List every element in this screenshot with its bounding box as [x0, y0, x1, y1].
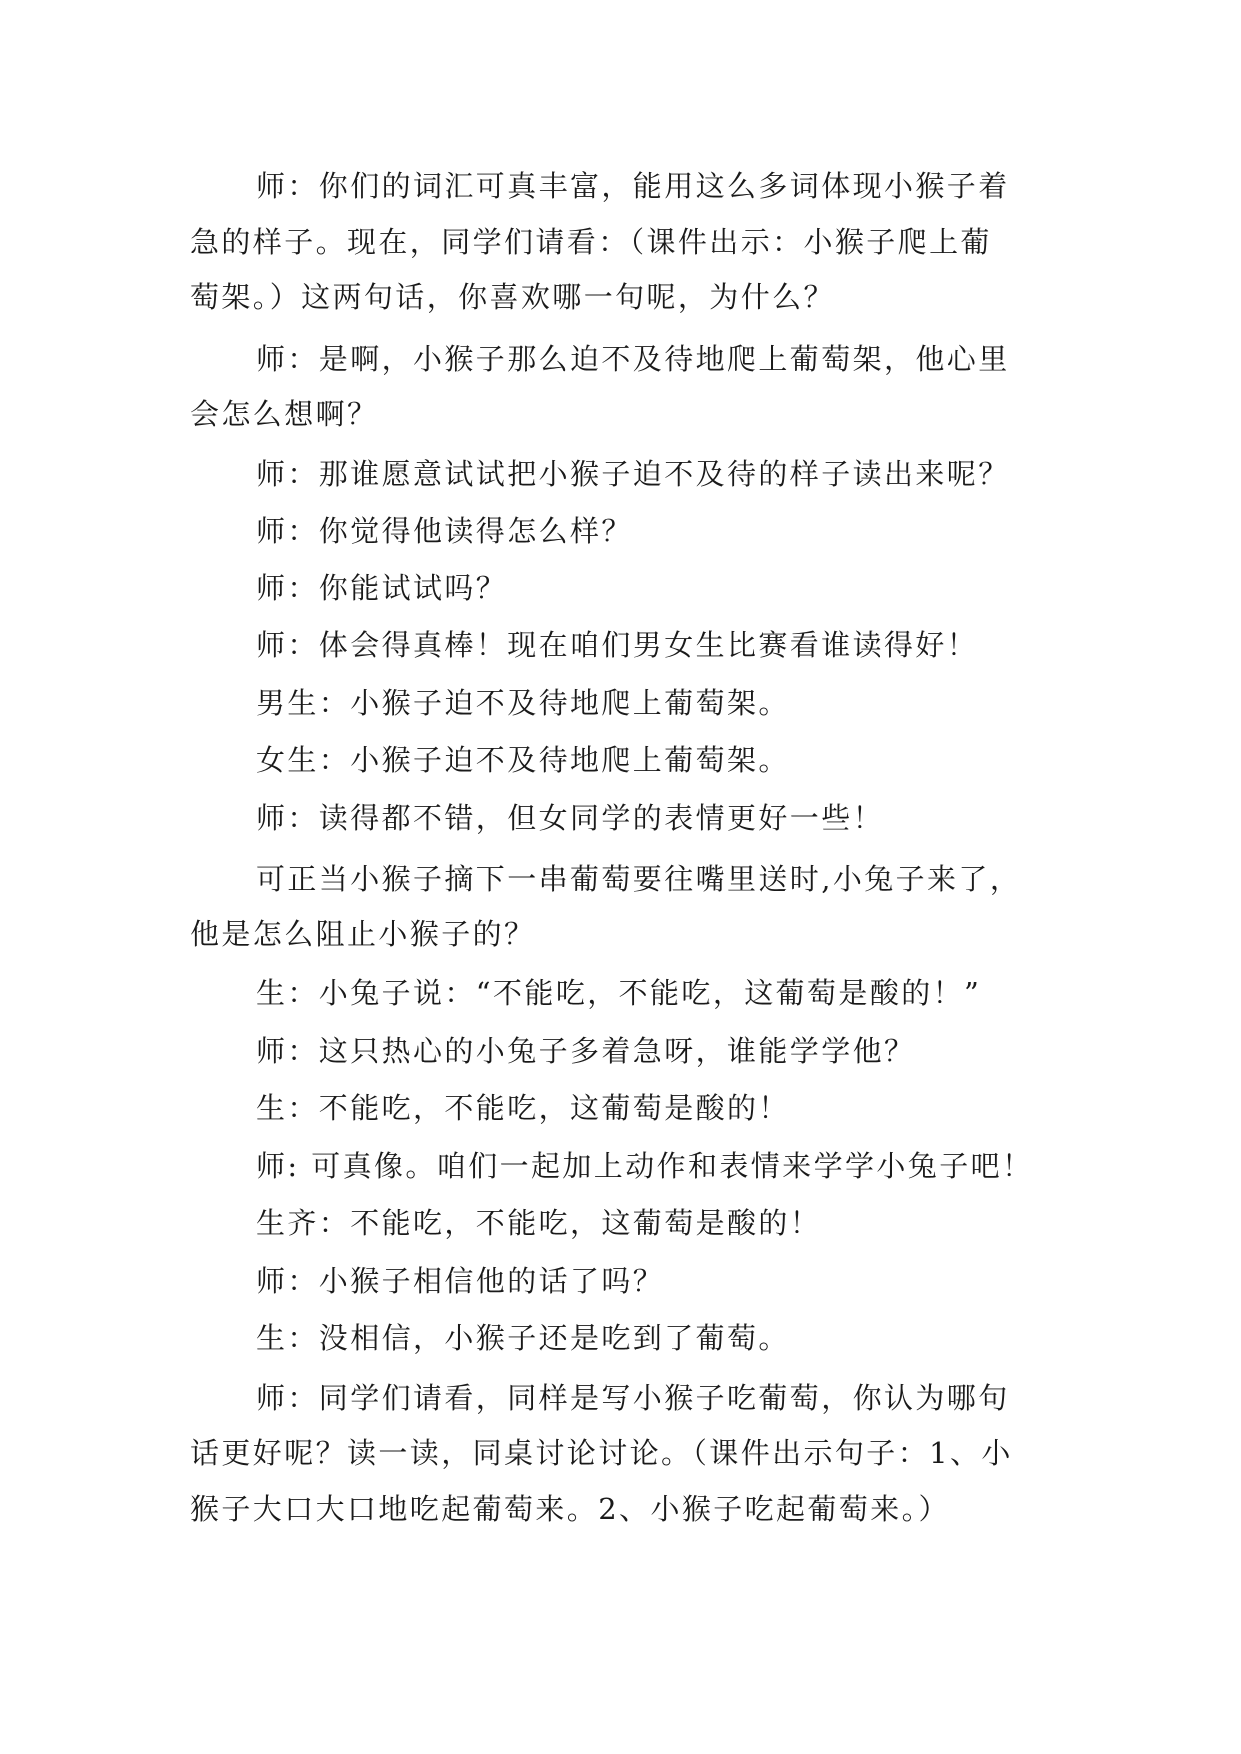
text-line: 猴子大口大口地吃起葡萄来。2、小猴子吃起葡萄来。）	[190, 1492, 950, 1526]
text-line: 男生：小猴子迫不及待地爬上葡萄架。	[256, 686, 790, 720]
text-line: 女生：小猴子迫不及待地爬上葡萄架。	[256, 743, 790, 777]
text-line: 可正当小猴子摘下一串葡萄要往嘴里送时,小兔子来了，	[256, 862, 1022, 896]
text-line: 师：体会得真棒！现在咱们男女生比赛看谁读得好！	[256, 628, 979, 662]
text-line: 生：小兔子说：“不能吃，不能吃，这葡萄是酸的！”	[256, 976, 982, 1010]
text-line: 师：这只热心的小兔子多着急呀，谁能学学他？	[256, 1034, 916, 1068]
text-line: 师：你觉得他读得怎么样？	[256, 514, 633, 548]
text-line: 生：没相信，小猴子还是吃到了葡萄。	[256, 1321, 790, 1355]
text-line: 他是怎么阻止小猴子的？	[190, 917, 536, 951]
text-line: 师：你能试试吗？	[256, 571, 508, 605]
text-line: 师：同学们请看，同样是写小猴子吃葡萄，你认为哪句	[256, 1381, 1010, 1415]
text-line: 萄架。）这两句话，你喜欢哪一句呢，为什么？	[190, 280, 835, 314]
text-line: 师：读得都不错，但女同学的表情更好一些！	[256, 801, 885, 835]
text-line: 师: 可真像。咱们一起加上动作和表情来学学小兔子吧！	[256, 1149, 1034, 1183]
text-line: 话更好呢？读一读，同桌讨论讨论。（课件出示句子：1、小	[190, 1436, 1013, 1470]
text-line: 师：是啊，小猴子那么迫不及待地爬上葡萄架，他心里	[256, 342, 1010, 376]
text-line: 生齐：不能吃，不能吃，这葡萄是酸的！	[256, 1206, 822, 1240]
text-line: 师：那谁愿意试试把小猴子迫不及待的样子读出来呢？	[256, 457, 1010, 491]
text-line: 师：小猴子相信他的话了吗？	[256, 1264, 665, 1298]
text-line: 会怎么想啊？	[190, 397, 379, 431]
text-line: 师：你们的词汇可真丰富，能用这么多词体现小猴子着	[256, 169, 1010, 203]
text-line: 生：不能吃，不能吃，这葡萄是酸的！	[256, 1091, 790, 1125]
text-line: 急的样子。现在，同学们请看：（课件出示：小猴子爬上葡	[190, 225, 992, 259]
